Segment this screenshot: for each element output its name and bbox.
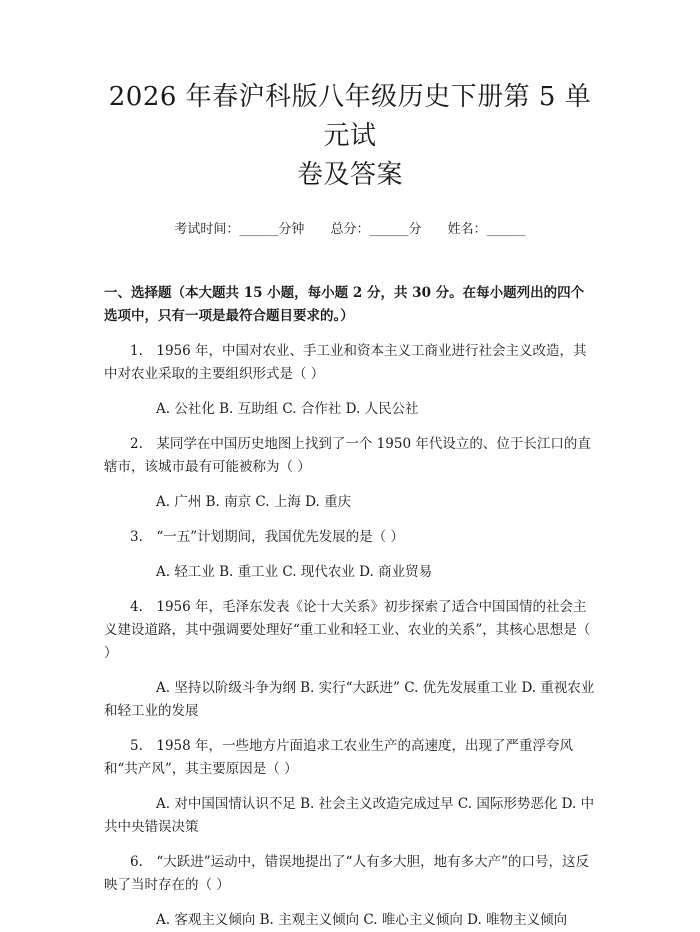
question-4-stem: 4. 1956 年，毛泽东发表《论十大关系》初步探索了适合中国国情的社会主义建设道路，其中强调要处理好“重工业和轻工业、农业的关系”，其核心思想是（ ） [104,599,591,661]
question-3-options: A. 轻工业 B. 重工业 C. 现代农业 D. 商业贸易 [156,564,433,580]
exam-info-line [104,218,596,237]
question-4-options: A. 坚持以阶级斗争为纲 B. 实行“大跃进” C. 优先发展重工业 D. 重视农业和轻工业的发展 [104,680,595,719]
question-3-stem: 3. “一五”计划期间，我国优先发展的是（ ） [130,529,404,545]
question-2-stem: 2. 某同学在中国历史地图上找到了一个 1950 年代设立的、位于长江口的直辖市，该城市最有可能被称为（ ） [104,436,591,475]
student-name-field: 姓名：______ [447,222,526,237]
exam-title-line1: 2026 年春沪科版八年级历史下册第 5 单元试 [108,82,592,151]
question-1-stem: 1. 1956 年，中国对农业、手工业和资本主义工商业进行社会主义改造，其中对农业采取的主要组织形式是（ ） [104,343,587,382]
exam-time-field: 考试时间：______分钟 [174,222,305,237]
exam-title-line2: 卷及答案 [296,160,403,190]
question-5-options: A. 对中国国情认识不足 B. 社会主义改造完成过早 C. 国际形势恶化 D. 中共中央错误决策 [104,796,595,835]
question-1-options: A. 公社化 B. 互助组 C. 合作社 D. 人民公社 [156,401,419,417]
question-2-options: A. 广州 B. 南京 C. 上海 D. 重庆 [156,494,352,510]
question-5-stem: 5. 1958 年，一些地方片面追求工农业生产的高速度，出现了严重浮夸风和“共产风”，其主要原因是（ ） [104,738,574,777]
exam-title [104,78,596,195]
question-6-stem: 6. “大跃进”运动中，错误地提出了“人有多大胆，地有多大产”的口号，这反映了当时存在的（ ） [104,854,589,893]
section-heading-multiple-choice: 一、选择题（本大题共 15 小题，每小题 2 分，共 30 分。在每小题列出的四个选项中，只有一项是最符合题目要求的。） [104,285,585,324]
question-6-options: A. 客观主义倾向 B. 主观主义倾向 C. 唯心主义倾向 D. 唯物主义倾向 [156,912,568,928]
total-score-field: 总分：______分 [330,222,422,237]
